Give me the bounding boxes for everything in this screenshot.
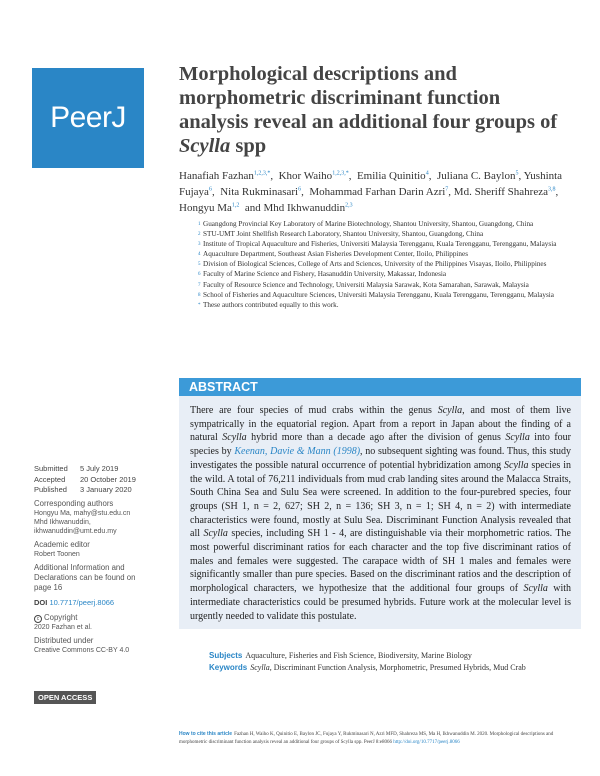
journal-logo: PeerJ <box>32 68 144 168</box>
author[interactable]: Khor Waiho$^{1,2,3,*}$ <box>278 170 349 182</box>
abstract-body: There are four species of mud crabs within the genus Scylla, and most of them live sympatrically in the equatorial region. Apart from a report in Japan about the finding of a natural Scylla hybrid more than a decade ago after the division of genus Scylla into four species by Keenan, Davie & Mann (1998), no subsequent sighting was found. Thus, this study investigates the possible natural occurrence of potential hybridization among Scylla species in the wild. A total of 76,211 individuals from mud crab landing sites around the Malacca Straits, South China Sea and Sulu Sea were screened. In addition to the four-purebred species, four groups (SH 1, n = 2, 627; SH 2, n = 136; SH 3, n = 1; SH 4, n = 2) with intermediate characteristics were found, mostly at Sulu Sea. Discriminant Function Analysis revealed that all Scylla species, including SH 1 - 4, are distinguishable via their morphometric ratios. The most powerful discriminant ratios for each character and the top five discriminant ratios of males and females were suggested. The carapace width of SH 1 males and females were significantly smaller than pure species. Based on the discriminant ratios and the description of morphological characters, we hypothesize that the additional four groups of Scylla with intermediate characteristics could be presumed hybrids. Future work at the molecular level is urgently needed to validate this postulate. <box>179 396 581 629</box>
affiliations <box>198 220 578 311</box>
affiliation-item: 2 STU-UMT Joint Shellfish Research Laboratory, Shantou University, Shantou, Guangdong, China <box>198 230 484 239</box>
citation-link[interactable]: http://doi.org/10.7717/peerj.8066 <box>393 740 460 746</box>
author[interactable]: Emilia Quinitio$^4$ <box>356 170 429 182</box>
author[interactable]: Juliana C. Baylon$^5$ <box>436 170 519 182</box>
affiliation-item: 6 Faculty of Marine Science and Fishery, Hasanuddin University, Makassar, Indonesia <box>198 270 447 279</box>
author-list: Hanafiah Fazhan$^{1,2,3,*}$, Khor Waiho$^{1,2,3,*}$, Emilia Quinitio$^4$, Juliana C. Baylon$^5$, Yushinta Fujaya$^6$, Nita Rukminasari$^6$, Mohammad Farhan Darin Azri$^7$, Md. Sheriff Shahreza$^{3,8}$, Hongyu Ma$^{1,2}$ and Mhd Ikhwanuddin$^{2,3}$ <box>179 170 563 214</box>
affiliation-item: 7 Faculty of Resource Science and Technology, Universiti Malaysia Sarawak, Kota Samarahan, Sarawak, Malaysia <box>198 280 529 289</box>
author[interactable]: Md. Sheriff Shahreza$^{3,8}$ <box>453 186 556 198</box>
copyright-heading: c Copyright <box>34 613 154 623</box>
title-tail: spp <box>230 135 267 157</box>
corresponding-heading: Corresponding authors <box>34 498 114 508</box>
article-title <box>179 62 574 158</box>
author[interactable]: and Mhd Ikhwanuddin$^{2,3}$ <box>244 202 353 214</box>
affiliation-item: 4 Aquaculture Department, Southeast Asian Fisheries Development Center, Iloilo, Philippines <box>198 250 468 259</box>
subjects-line: Subjects Aquaculture, Fisheries and Fish Science, Biodiversity, Marine Biology <box>209 651 472 660</box>
copyright-value: 2020 Fazhan et al. <box>34 623 92 631</box>
additional-info: Additional Information and Declarations can be found on page 16 <box>34 563 136 593</box>
doi-link[interactable]: 10.7717/peerj.8066 <box>49 598 115 608</box>
author[interactable]: Hanafiah Fazhan$^{1,2,3,*}$ <box>179 170 271 182</box>
keywords-line: Keywords Scylla, Discriminant Function Analysis, Morphometric, Presumed Hybrids, Mud Crab <box>209 663 526 672</box>
author[interactable]: Nita Rukminasari$^6$ <box>220 186 302 198</box>
title-text: Morphological descriptions and morphometric discriminant function analysis reveal an additional four groups of <box>179 63 558 133</box>
license-heading: Distributed under <box>34 636 94 646</box>
affiliation-item: 1 Guangdong Provincial Key Laboratory of Marine Biotechnology, Shantou University, Shantou, Guangdong, China <box>198 220 534 228</box>
citation: How to cite this article Fazhan H, Waiho K, Quinitio E, Baylon JC, Fujaya Y, Rukminasari N, Azri MFD, Shahreza MS, Ma H, Ikhwanuddin M. 2020. Morphological descriptions and morphometric discriminant function analysis reveal an additional four groups of Scylla spp. PeerJ 8:e8066 http://doi.org/10.7717/peerj.8066 <box>179 731 554 746</box>
editor-heading: Academic editor <box>34 540 90 550</box>
affiliation-item: 3 Institute of Tropical Aquaculture and Fisheries, Universiti Malaysia Terengganu, Kuala Terengganu, Terengganu, Malaysia <box>198 240 557 249</box>
editor-name: Robert Toonen <box>34 551 80 559</box>
abstract-heading: ABSTRACT <box>179 378 581 396</box>
article-sidebar <box>34 464 154 659</box>
author[interactable]: Yushinta Fujaya$^6$ <box>179 170 563 198</box>
affiliation-item: 8 School of Fisheries and Aquaculture Sciences, Universiti Malaysia Terengganu, Kuala Terengganu, Terengganu, Malaysia <box>198 290 554 299</box>
affiliation-item: * These authors contributed equally to this work. <box>198 300 339 309</box>
title-genus: Scylla <box>179 135 231 157</box>
date-submitted: Submitted 5 July 2019 <box>34 464 119 473</box>
author[interactable]: Hongyu Ma$^{1,2}$ <box>179 202 240 214</box>
corresponding-authors[interactable]: Hongyu Ma, mahy@stu.edu.cn Mhd Ikhwanuddin, ikhwanuddin@umt.edu.my <box>34 509 131 535</box>
license-value[interactable]: Creative Commons CC-BY 4.0 <box>34 647 130 655</box>
doi: DOI 10.7717/peerj.8066 <box>34 598 115 608</box>
subjects-keywords <box>209 650 589 674</box>
date-published: Published 3 January 2020 <box>34 485 132 494</box>
author[interactable]: Mohammad Farhan Darin Azri$^7$ <box>309 186 449 198</box>
reference-link[interactable]: Keenan, Davie & Mann (1998) <box>234 446 361 458</box>
affiliation-item: 5 Division of Biological Sciences, College of Arts and Sciences, University of the Philippines Visayas, Iloilo, Philippines <box>198 260 547 269</box>
date-accepted: Accepted 20 October 2019 <box>34 474 136 484</box>
copyright-icon: c <box>34 615 42 623</box>
open-access-badge: OPEN ACCESS <box>34 691 96 704</box>
